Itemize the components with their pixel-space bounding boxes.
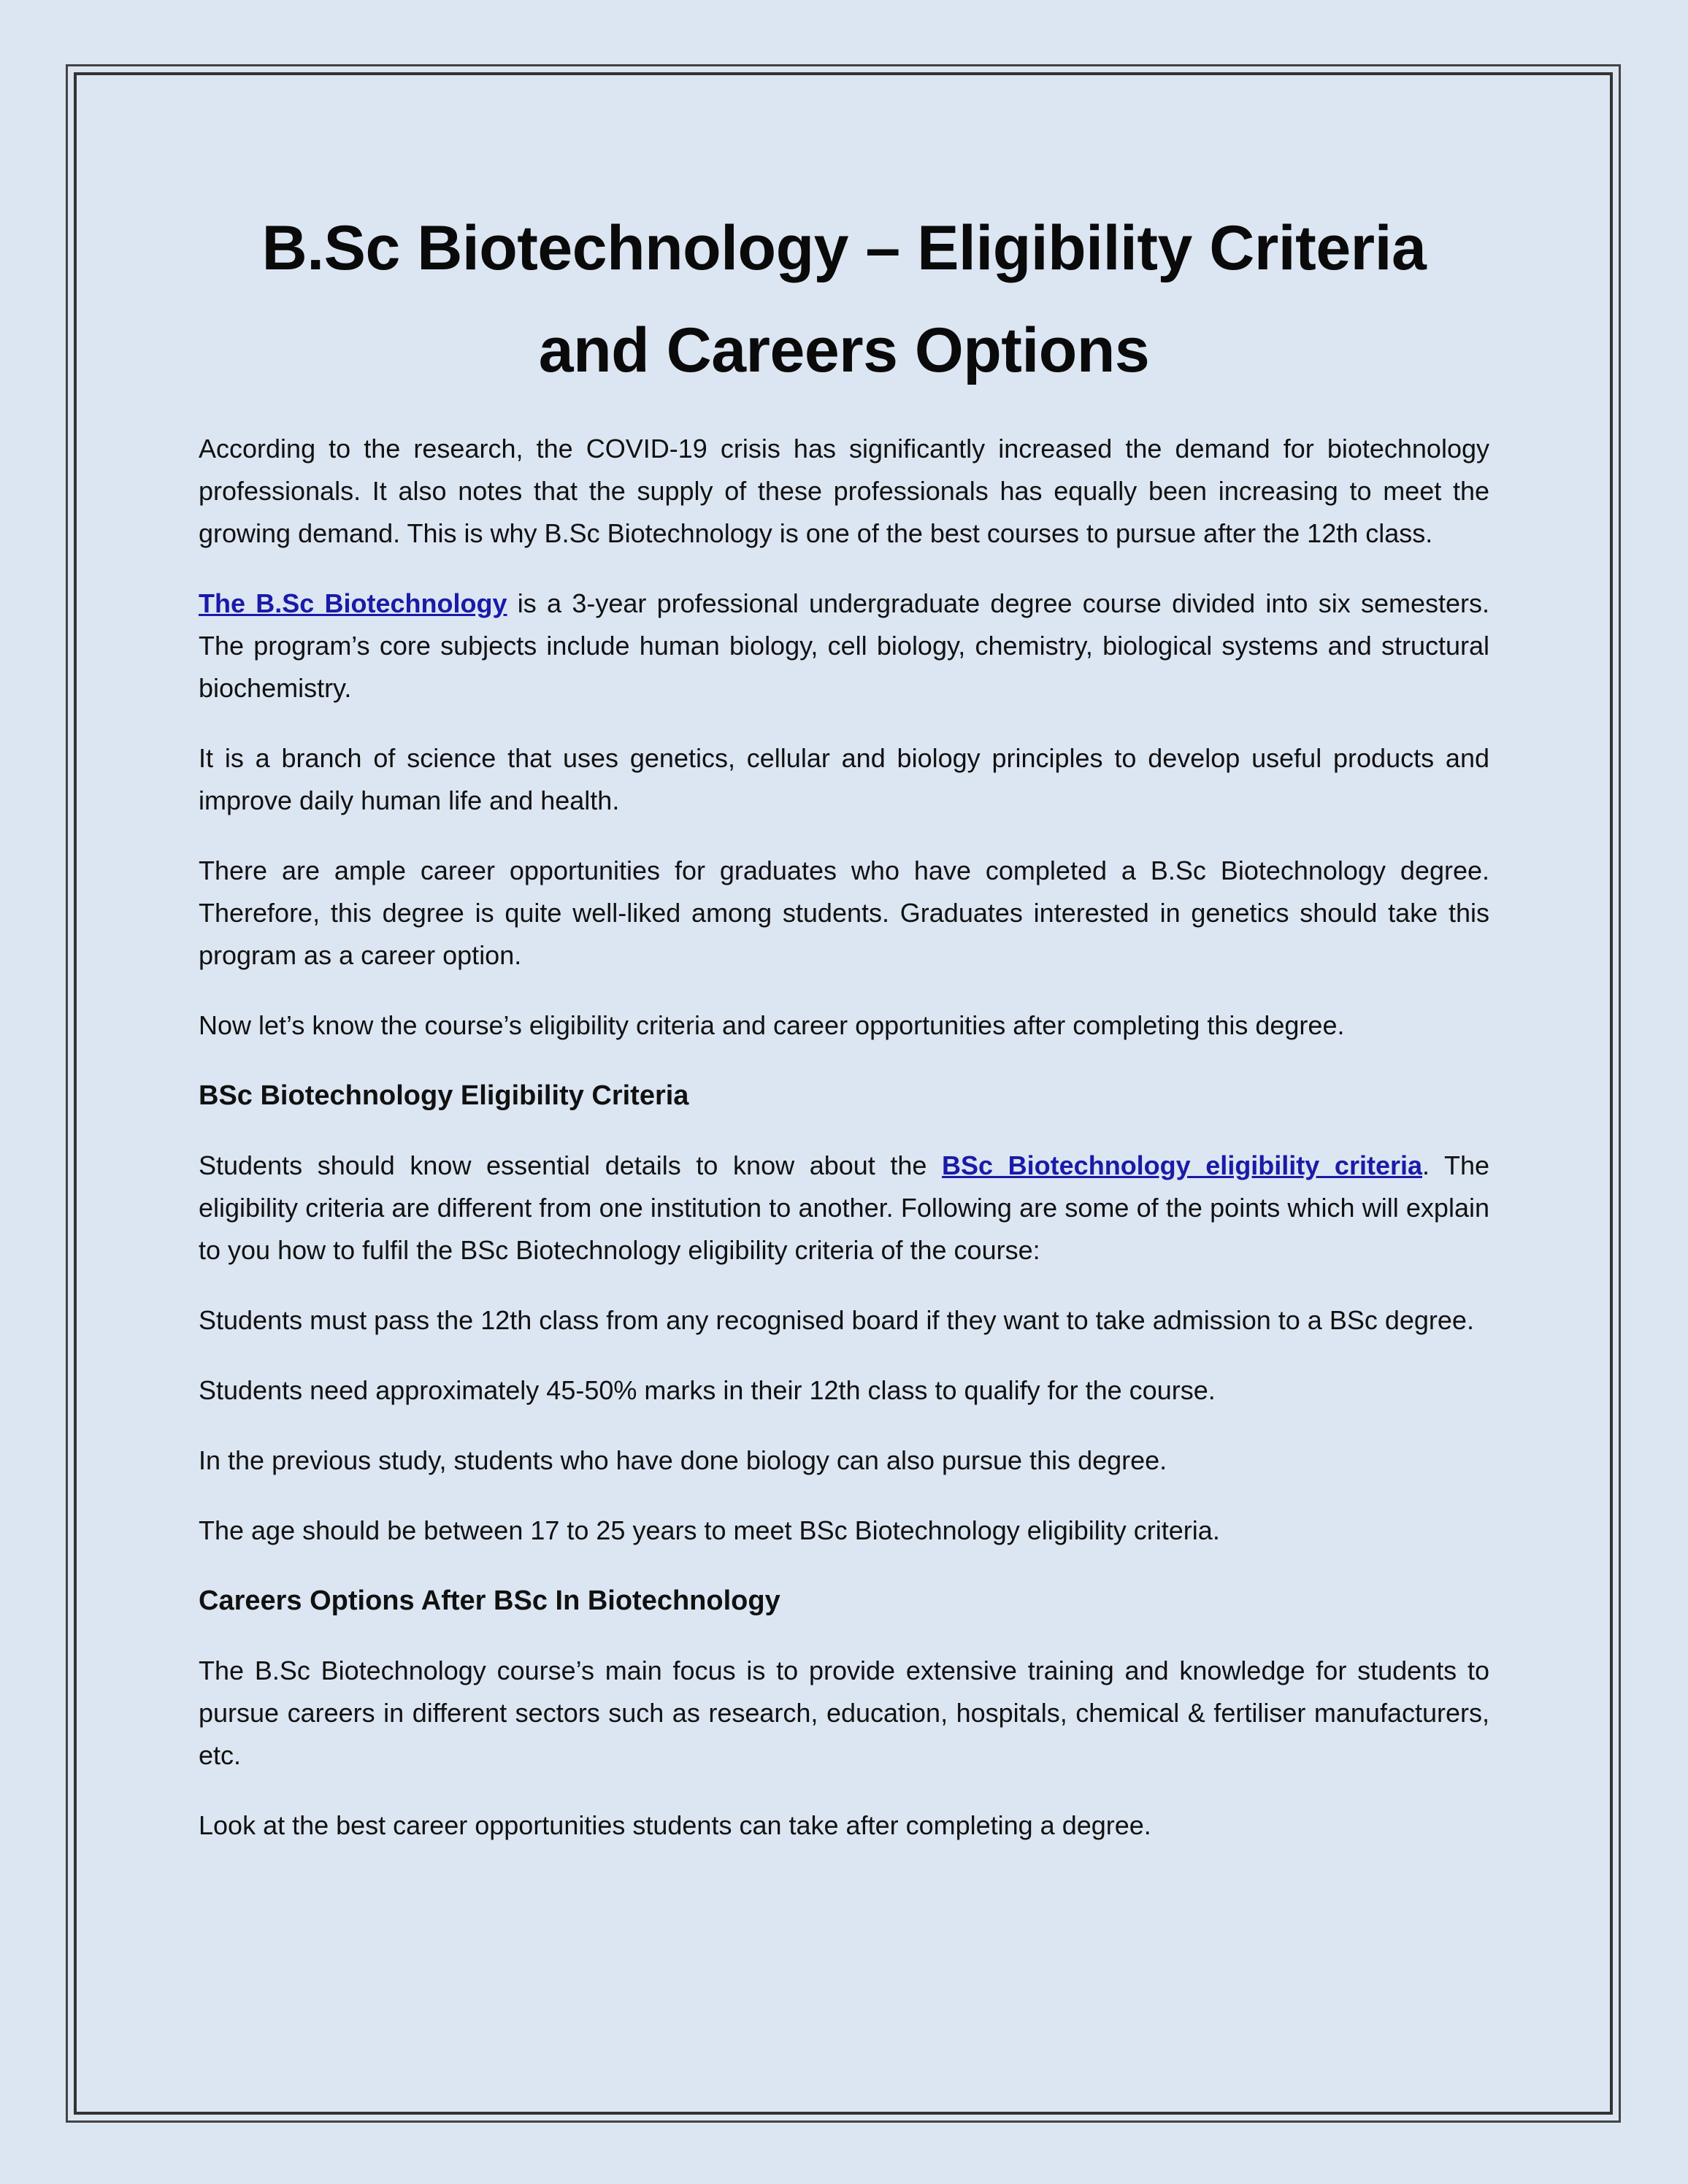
bsc-biotechnology-link[interactable]: The B.Sc Biotechnology: [199, 588, 507, 618]
course-overview-paragraph: [199, 582, 1489, 710]
career-opportunities-paragraph: There are ample career opportunities for graduates who have completed a B.Sc Biotechnology degree. Therefore, this degree is quite well-liked among students. Graduates interested in genetics should take this program as a career option.: [199, 855, 1489, 970]
careers-heading: Careers Options After BSc In Biotechnology: [199, 1585, 780, 1616]
branch-paragraph: It is a branch of science that uses genetics, cellular and biology principles to develop useful products and improve daily human life and health.: [199, 743, 1489, 815]
eligibility-point-biology: In the previous study, students who have done biology can also pursue this degree.: [199, 1445, 1167, 1475]
course-overview-text: is a 3-year professional undergraduate degree course divided into six semesters. The program’s core subjects include human biology, cell biology, chemistry, biological systems and structural biochemistry.: [199, 588, 1489, 703]
careers-closing-paragraph: Look at the best career opportunities students can take after completing a degree.: [199, 1810, 1151, 1840]
transition-paragraph: Now let’s know the course’s eligibility criteria and career opportunities after completing this degree.: [199, 1010, 1345, 1040]
document-body: [199, 197, 1489, 1875]
eligibility-criteria-link[interactable]: BSc Biotechnology eligibility criteria: [942, 1150, 1422, 1180]
eligibility-intro-text-before: Students should know essential details to know about the: [199, 1150, 943, 1180]
eligibility-intro-text-after: . The eligibility criteria are different from one institution to another. Following are some of the points which will explain to you how to fulfil the BSc Biotechnology eligibility criteria of the course:: [199, 1150, 1489, 1265]
eligibility-intro-paragraph: [199, 1145, 1489, 1272]
eligibility-point-age: The age should be between 17 to 25 years to meet BSc Biotechnology eligibility criteria.: [199, 1515, 1220, 1545]
intro-paragraph: According to the research, the COVID-19 crisis has significantly increased the demand for biotechnology professionals. It also notes that the supply of these professionals has equally been increasing to meet the growing demand. This is why B.Sc Biotechnology is one of the best courses to pursue after the 12th class.: [199, 434, 1489, 548]
eligibility-point-marks: Students need approximately 45-50% marks in their 12th class to qualify for the course.: [199, 1375, 1216, 1405]
eligibility-heading: BSc Biotechnology Eligibility Criteria: [199, 1080, 689, 1111]
eligibility-point-12th-pass: Students must pass the 12th class from any recognised board if they want to take admission to a BSc degree.: [199, 1305, 1474, 1335]
careers-focus-paragraph: The B.Sc Biotechnology course’s main focus is to provide extensive training and knowledge for students to pursue careers in different sectors such as research, education, hospitals, chemical & fertiliser manufacturers, etc.: [199, 1656, 1489, 1770]
page-title: B.Sc Biotechnology – Eligibility Criteria and Careers Options: [261, 213, 1427, 385]
